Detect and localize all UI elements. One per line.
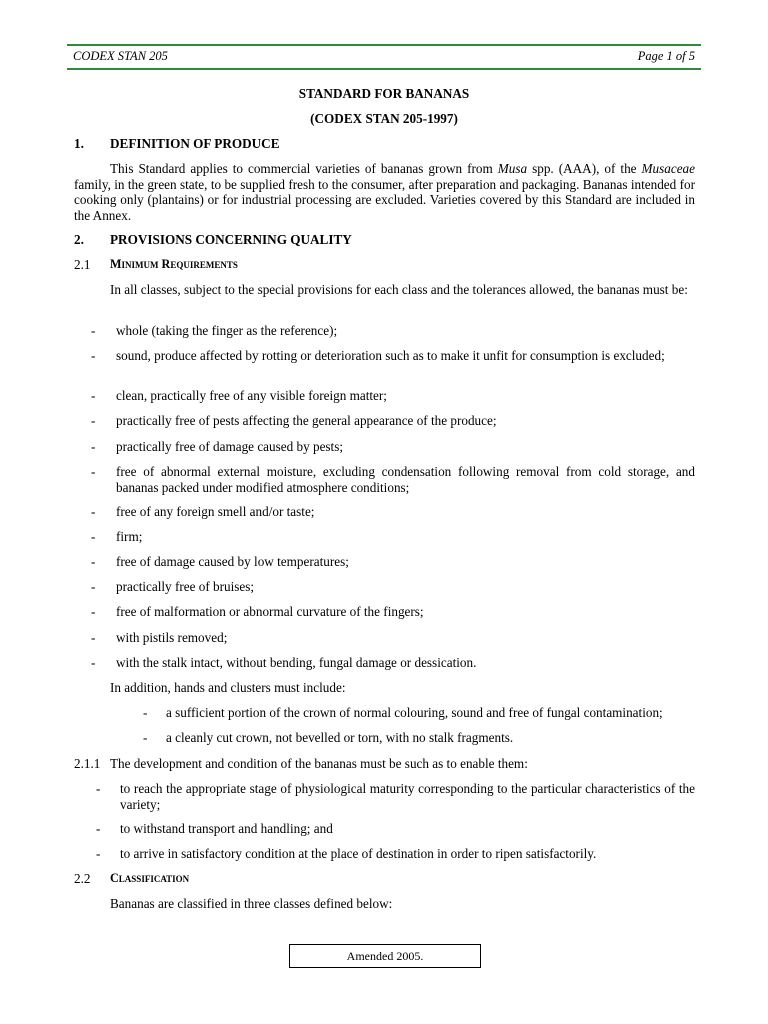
list-item: free of abnormal external moisture, excluding condensation following removal from cold storage, and bananas packed under modified atmosphere conditions; <box>116 464 695 495</box>
list-dash: - <box>91 348 96 363</box>
list-dash: - <box>91 604 96 619</box>
section-2-1-heading: Minimum Requirements <box>110 257 238 271</box>
header-page-number: Page 1 of 5 <box>637 49 695 63</box>
section-2-heading: PROVISIONS CONCERNING QUALITY <box>110 232 352 247</box>
list-item: practically free of damage caused by pests; <box>116 439 344 454</box>
document-title: STANDARD FOR BANANAS <box>298 86 470 101</box>
document-subtitle: (CODEX STAN 205-1997) <box>310 111 458 126</box>
list-item: with pistils removed; <box>116 630 228 645</box>
hands-clusters-intro: In addition, hands and clusters must include: <box>110 680 346 695</box>
list-item: to reach the appropriate stage of physiological maturity corresponding to the particular characteristics of the variety; <box>120 781 695 812</box>
list-dash: - <box>91 439 96 454</box>
section-2-2-heading: Classification <box>110 871 190 885</box>
list-dash: - <box>96 846 101 861</box>
list-dash: - <box>91 655 96 670</box>
section-2-1-intro: In all classes, subject to the special provisions for each class and the tolerances allowed, the bananas must be: <box>110 282 688 297</box>
list-item: free of malformation or abnormal curvature of the fingers; <box>116 604 424 619</box>
list-item: with the stalk intact, without bending, fungal damage or dessication. <box>116 655 477 670</box>
list-item: practically free of bruises; <box>116 579 255 594</box>
list-dash: - <box>91 413 96 428</box>
list-item: clean, practically free of any visible foreign matter; <box>116 388 387 403</box>
sub-list-item: a sufficient portion of the crown of normal colouring, sound and free of fungal contamination; <box>166 705 663 720</box>
list-dash: - <box>91 579 96 594</box>
list-dash: - <box>91 388 96 403</box>
section-2-number: 2. <box>74 232 84 247</box>
list-dash: - <box>91 529 96 544</box>
section-2-2-text: Bananas are classified in three classes defined below: <box>110 896 393 911</box>
section-2-1-1-number: 2.1.1 <box>74 756 101 771</box>
musaceae-term: Musaceae <box>641 161 695 176</box>
list-item: firm; <box>116 529 143 544</box>
list-item: to withstand transport and handling; and <box>120 821 333 836</box>
list-item: practically free of pests affecting the general appearance of the produce; <box>116 413 497 428</box>
list-dash: - <box>91 323 96 338</box>
section-1-paragraph: This Standard applies to commercial varieties of bananas grown from Musa spp. (AAA), of the Musaceae family, in the green state, to be supplied fresh to the consumer, after preparation and packaging. Bananas intended for cooking only (plantains) or for industrial processing are excluded. Varieties covered by this Standard are included in the Annex. <box>74 161 695 223</box>
list-item: sound, produce affected by rotting or deterioration such as to make it unfit for consumption is excluded; <box>116 348 665 363</box>
list-item: free of any foreign smell and/or taste; <box>116 504 315 519</box>
list-item: whole (taking the finger as the reference); <box>116 323 338 338</box>
list-dash: - <box>91 504 96 519</box>
section-2-1-number: 2.1 <box>74 257 91 272</box>
section-1-heading: DEFINITION OF PRODUCE <box>110 136 280 151</box>
section-2-1-1-text: The development and condition of the bananas must be such as to enable them: <box>110 756 528 771</box>
list-dash: - <box>96 781 101 796</box>
list-dash: - <box>91 554 96 569</box>
section-2-2-number: 2.2 <box>74 871 91 886</box>
section-1-number: 1. <box>74 136 84 151</box>
list-dash: - <box>96 821 101 836</box>
list-item: free of damage caused by low temperatures; <box>116 554 349 569</box>
list-item: to arrive in satisfactory condition at the place of destination in order to ripen satisfactorily. <box>120 846 597 861</box>
list-dash: - <box>143 730 148 745</box>
list-dash: - <box>91 630 96 645</box>
list-dash: - <box>143 705 148 720</box>
sub-list-item: a cleanly cut crown, not bevelled or torn, with no stalk fragments. <box>166 730 514 745</box>
header-doc-code: CODEX STAN 205 <box>73 49 168 63</box>
amendment-note: Amended 2005. <box>289 944 481 968</box>
page-header <box>67 44 701 70</box>
musa-term: Musa <box>497 161 528 176</box>
list-dash: - <box>91 464 96 479</box>
